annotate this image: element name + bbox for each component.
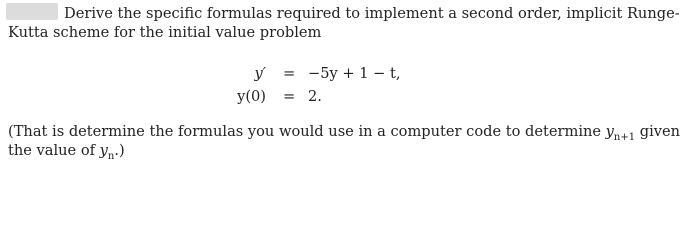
redacted-label (6, 3, 58, 20)
note-line1 (8, 122, 680, 141)
equation-1-lhs: y′ (254, 65, 266, 82)
note-sub-np1: n+1 (613, 131, 636, 143)
note-sub-n: n (107, 150, 115, 162)
note-line1-end: given (639, 123, 680, 140)
note-line2 (8, 141, 125, 160)
equation-2-rhs: 2. (308, 88, 322, 105)
note-y-n: y (99, 142, 108, 159)
equation-2-lhs: y(0) (237, 88, 266, 105)
note-line2-end: .) (114, 142, 125, 159)
note-line1-text: (That is determine the formulas you would use in a computer code to determine (8, 123, 602, 140)
equation-1-equals: = (283, 65, 296, 82)
equation-1-rhs: −5y + 1 − t, (308, 65, 401, 82)
equation-2-equals: = (283, 88, 296, 105)
note-line2-text: the value of (8, 142, 96, 159)
problem-intro-line1: Derive the specific formulas required to implement a second order, implicit Runge- (64, 5, 680, 22)
note-y-np1: y (605, 123, 614, 140)
problem-intro-line2: Kutta scheme for the initial value problem (8, 24, 322, 41)
